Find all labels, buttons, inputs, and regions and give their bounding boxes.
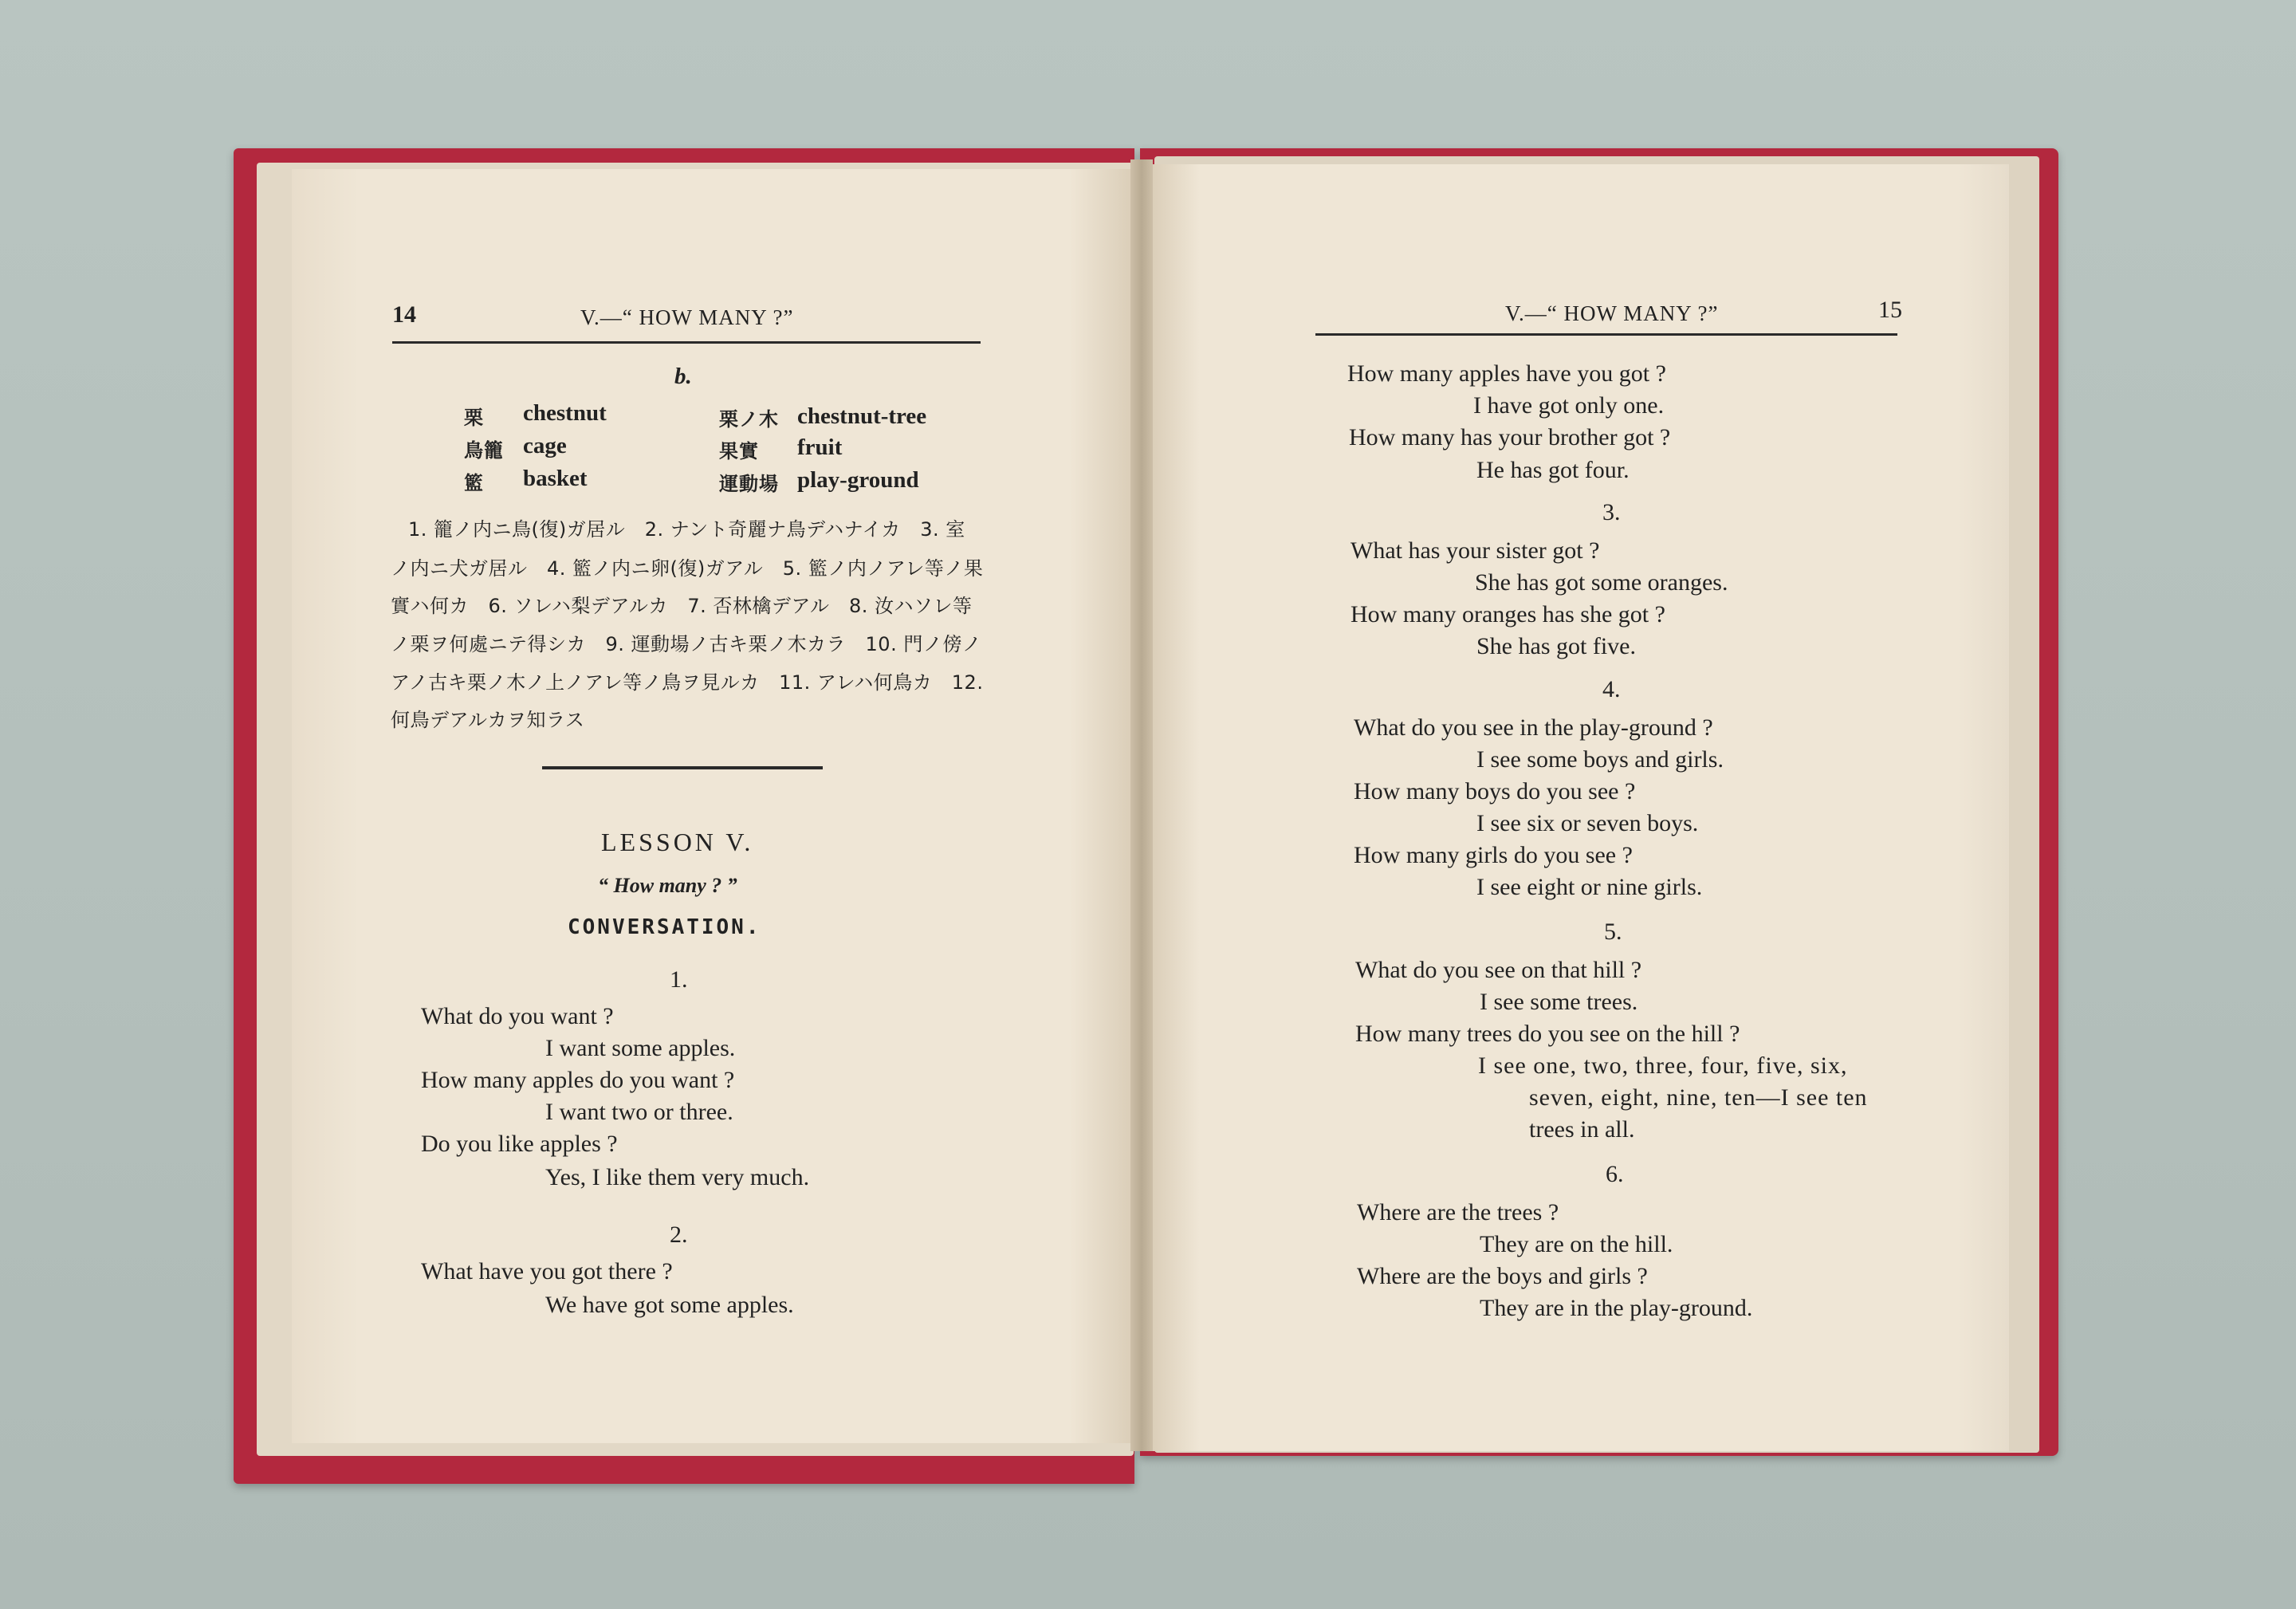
conversation-heading: CONVERSATION.: [568, 915, 761, 939]
answer-line: They are in the play-ground.: [1480, 1295, 1753, 1321]
answer-line: He has got four.: [1476, 457, 1630, 483]
vocab-en: chestnut: [523, 400, 607, 426]
vocab-en: cage: [523, 433, 567, 458]
part-number: 6.: [1606, 1161, 1624, 1187]
lesson-title: LESSON V.: [601, 828, 754, 856]
question-line: How many apples do you want ?: [421, 1067, 735, 1093]
part-number: 1.: [670, 966, 688, 993]
vocab-en: fruit: [797, 435, 843, 460]
question-line: What do you see in the play-ground ?: [1354, 714, 1713, 741]
exercise-line: アノ古キ栗ノ木ノ上ノアレ等ノ鳥ヲ見ルカ 11. アレハ何鳥カ 12.: [391, 671, 984, 694]
question-line: What do you want ?: [421, 1003, 614, 1029]
answer-line: She has got some oranges.: [1475, 569, 1728, 596]
exercise-line: 何鳥デアルカヲ知ラス: [391, 709, 585, 731]
left-page-number: 14: [392, 301, 416, 328]
answer-line: I see some trees.: [1480, 989, 1638, 1015]
vocab-jp: 運動場: [719, 473, 779, 495]
part-number: 3.: [1602, 499, 1621, 525]
answer-line: They are on the hill.: [1480, 1231, 1673, 1257]
answer-line: I see one, two, three, four, five, six,: [1478, 1052, 1848, 1079]
vocab-jp: 栗: [464, 407, 484, 429]
answer-line: I see six or seven boys.: [1476, 810, 1699, 836]
question-line: What has your sister got ?: [1350, 537, 1600, 564]
part-number: 4.: [1602, 676, 1621, 702]
section-letter: b.: [674, 364, 692, 389]
right-page-number: 15: [1878, 297, 1902, 323]
answer-line: I see some boys and girls.: [1476, 746, 1724, 773]
part-number: 2.: [670, 1222, 688, 1248]
answer-line: I want some apples.: [545, 1035, 736, 1061]
question-line: Where are the trees ?: [1357, 1199, 1559, 1225]
answer-line: She has got five.: [1476, 633, 1636, 659]
right-running-head: V.—“ HOW MANY ?”: [1505, 301, 1719, 325]
question-line: How many boys do you see ?: [1354, 778, 1636, 804]
right-header-rule: [1315, 333, 1897, 336]
book-gutter: [1130, 159, 1153, 1451]
left-running-head: V.—“ HOW MANY ?”: [580, 305, 794, 329]
vocab-en: play-ground: [797, 467, 919, 493]
answer-line: I have got only one.: [1473, 392, 1665, 419]
exercise-line: 實ハ何カ 6. ソレハ梨デアルカ 7. 否林檎デアル 8. 汝ハソレ等: [391, 595, 973, 617]
answer-line: seven, eight, nine, ten—I see ten: [1529, 1084, 1868, 1111]
lesson-subtitle: “ How many ? ”: [598, 874, 737, 897]
part-number: 5.: [1604, 919, 1622, 945]
exercise-line: ノ内ニ犬ガ居ル 4. 籃ノ内ニ卵(復)ガアル 5. 籃ノ内ノアレ等ノ果: [391, 557, 984, 580]
vocab-en: basket: [523, 466, 588, 491]
answer-line: I see eight or nine girls.: [1476, 874, 1703, 900]
answer-line: trees in all.: [1529, 1116, 1635, 1143]
vocab-en: chestnut-tree: [797, 403, 927, 429]
vocab-jp: 栗ノ木: [719, 408, 779, 431]
question-line: How many apples have you got ?: [1347, 360, 1666, 387]
question-line: How many oranges has she got ?: [1350, 601, 1665, 627]
vocab-jp: 鳥籠: [464, 439, 504, 462]
answer-line: I want two or three.: [545, 1099, 733, 1125]
question-line: Where are the boys and girls ?: [1357, 1263, 1648, 1289]
question-line: What have you got there ?: [421, 1258, 673, 1284]
answer-line: We have got some apples.: [545, 1292, 794, 1318]
answer-line: Yes, I like them very much.: [545, 1164, 810, 1190]
vocab-jp: 籃: [464, 472, 484, 494]
question-line: Do you like apples ?: [421, 1131, 618, 1157]
question-line: How many has your brother got ?: [1349, 424, 1671, 450]
vocab-jp: 果實: [719, 440, 759, 462]
question-line: What do you see on that hill ?: [1355, 957, 1642, 983]
left-header-rule: [392, 341, 981, 344]
exercise-line: ノ栗ヲ何處ニテ得シカ 9. 運動場ノ古キ栗ノ木カラ 10. 門ノ傍ノ: [391, 633, 982, 655]
left-page: [292, 169, 1137, 1443]
exercise-line: 1. 籠ノ内ニ鳥(復)ガ居ル 2. ナント奇麗ナ鳥デハナイカ 3. 室: [408, 518, 965, 541]
question-line: How many girls do you see ?: [1354, 842, 1633, 868]
question-line: How many trees do you see on the hill ?: [1355, 1021, 1740, 1047]
section-divider: [542, 766, 823, 769]
